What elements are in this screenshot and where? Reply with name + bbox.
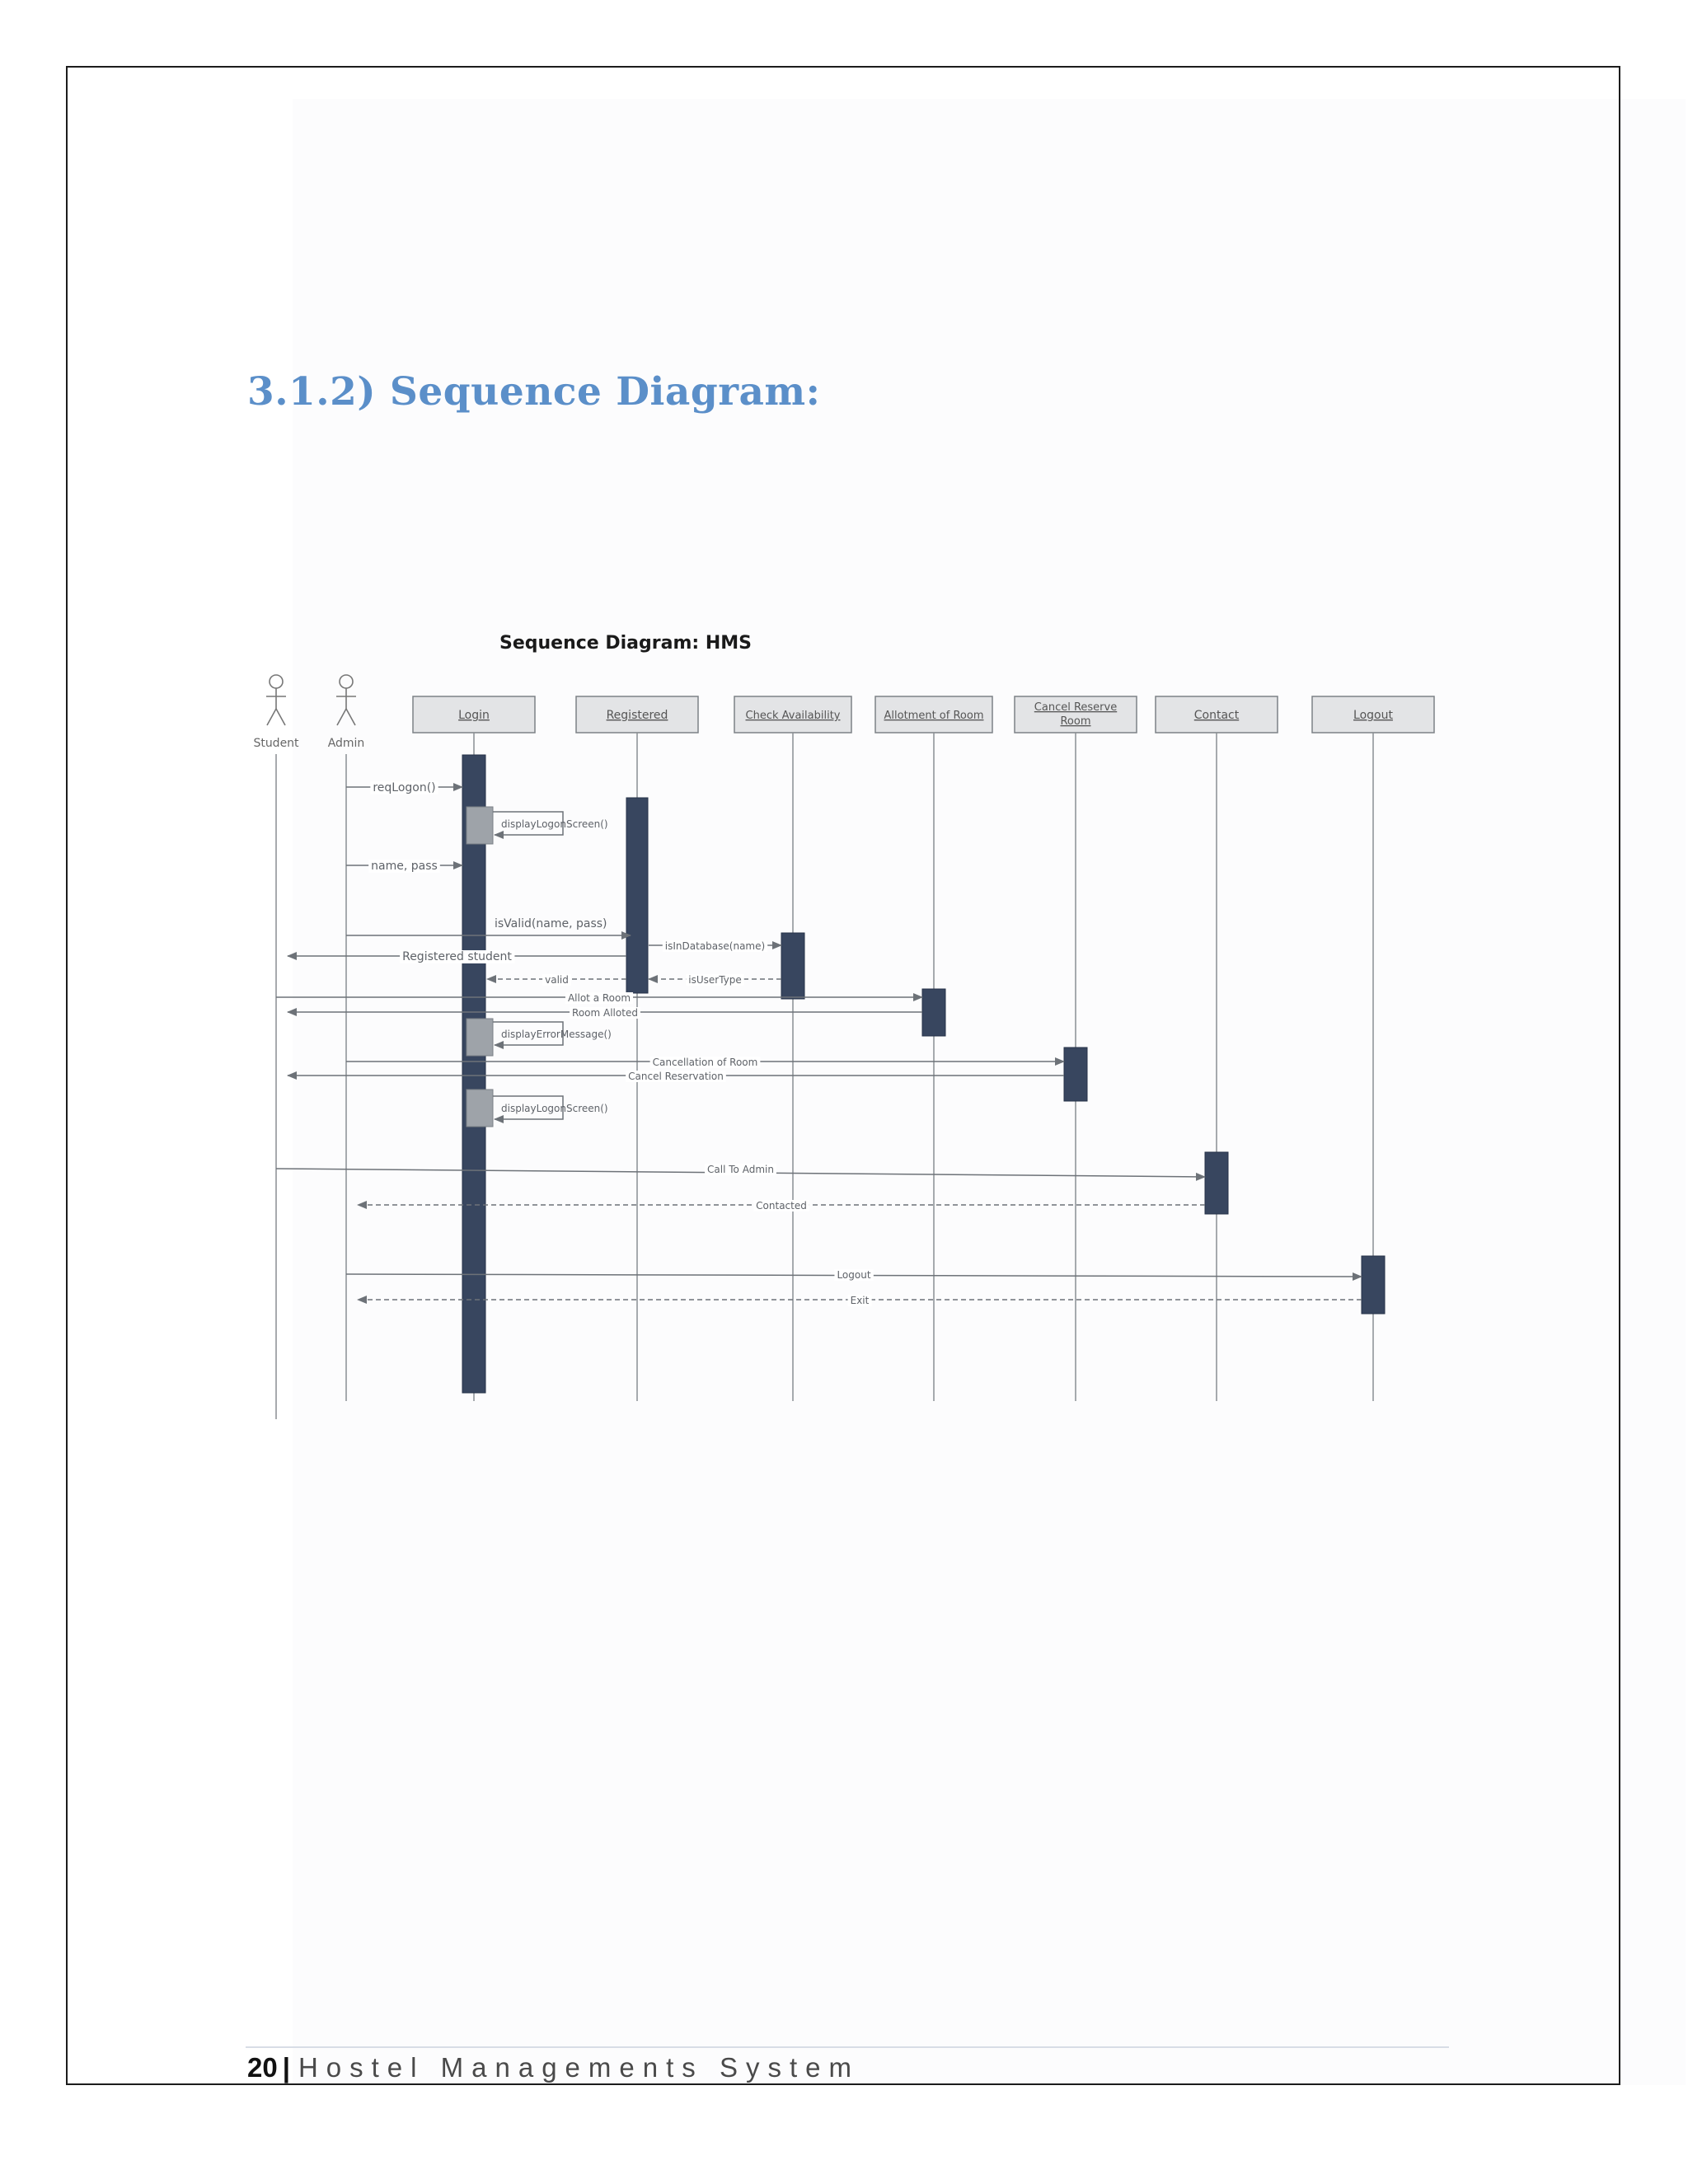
message-15-label: Call To Admin bbox=[707, 1164, 774, 1175]
message-9-label: Allot a Room bbox=[567, 992, 631, 1004]
message-2-label: displayLogonScreen() bbox=[501, 818, 608, 830]
activation-check bbox=[781, 933, 804, 999]
diagram-title: Sequence Diagram: HMS bbox=[499, 633, 753, 654]
footer-rule bbox=[246, 2046, 1449, 2048]
message-4-label: isValid(name, pass) bbox=[495, 917, 607, 930]
message-17-label: Logout bbox=[837, 1269, 871, 1281]
object-contact-label: Contact bbox=[1193, 709, 1240, 722]
object-check-label: Check Availability bbox=[745, 710, 841, 722]
message-7-label: isUserType bbox=[688, 974, 742, 986]
object-cancel-label-line2: Room bbox=[1060, 715, 1091, 728]
message-16-label: Contacted bbox=[756, 1200, 807, 1212]
message-6-label: Registered student bbox=[402, 950, 512, 963]
message-13-label: Cancel Reservation bbox=[628, 1071, 724, 1082]
object-allot-label: Allotment of Room bbox=[884, 710, 984, 722]
self-activation-3 bbox=[467, 1090, 493, 1127]
message-5-label: isInDatabase(name) bbox=[664, 940, 766, 952]
activation-allot bbox=[922, 989, 945, 1036]
self-activation-1 bbox=[467, 807, 493, 844]
message-3-label: name, pass bbox=[371, 860, 438, 873]
message-11-label: displayErrorMessage() bbox=[501, 1029, 612, 1040]
activation-registered bbox=[626, 798, 648, 993]
message-14-label: displayLogonScreen() bbox=[501, 1103, 608, 1114]
actor-admin-icon bbox=[336, 675, 356, 725]
actor-student-icon bbox=[266, 675, 286, 725]
object-registered-label: Registered bbox=[606, 709, 668, 722]
page-footer bbox=[247, 2052, 860, 2083]
self-activation-2 bbox=[467, 1019, 493, 1056]
message-10-label: Room Alloted bbox=[572, 1007, 638, 1019]
object-login-label: Login bbox=[458, 709, 490, 722]
actor-student-label: Student bbox=[253, 737, 299, 750]
message-18-label: Exit bbox=[850, 1295, 870, 1306]
object-cancel-label: Cancel Reserve bbox=[1034, 701, 1118, 714]
page-number: 20 bbox=[247, 2052, 278, 2083]
message-8-label: valid bbox=[545, 974, 569, 986]
activation-contact bbox=[1205, 1152, 1228, 1214]
activation-logout bbox=[1362, 1256, 1385, 1314]
section-title: 3.1.2) Sequence Diagram: bbox=[247, 369, 821, 415]
activation-login bbox=[462, 755, 485, 1393]
object-logout-label: Logout bbox=[1353, 709, 1393, 722]
footer-separator: | bbox=[282, 2052, 290, 2083]
activation-cancel bbox=[1064, 1047, 1087, 1101]
message-12-label: Cancellation of Room bbox=[652, 1057, 758, 1068]
message-1-label: reqLogon() bbox=[373, 781, 436, 794]
actor-admin-label: Admin bbox=[327, 737, 365, 750]
document-title: Hostel Managements System bbox=[298, 2052, 860, 2083]
